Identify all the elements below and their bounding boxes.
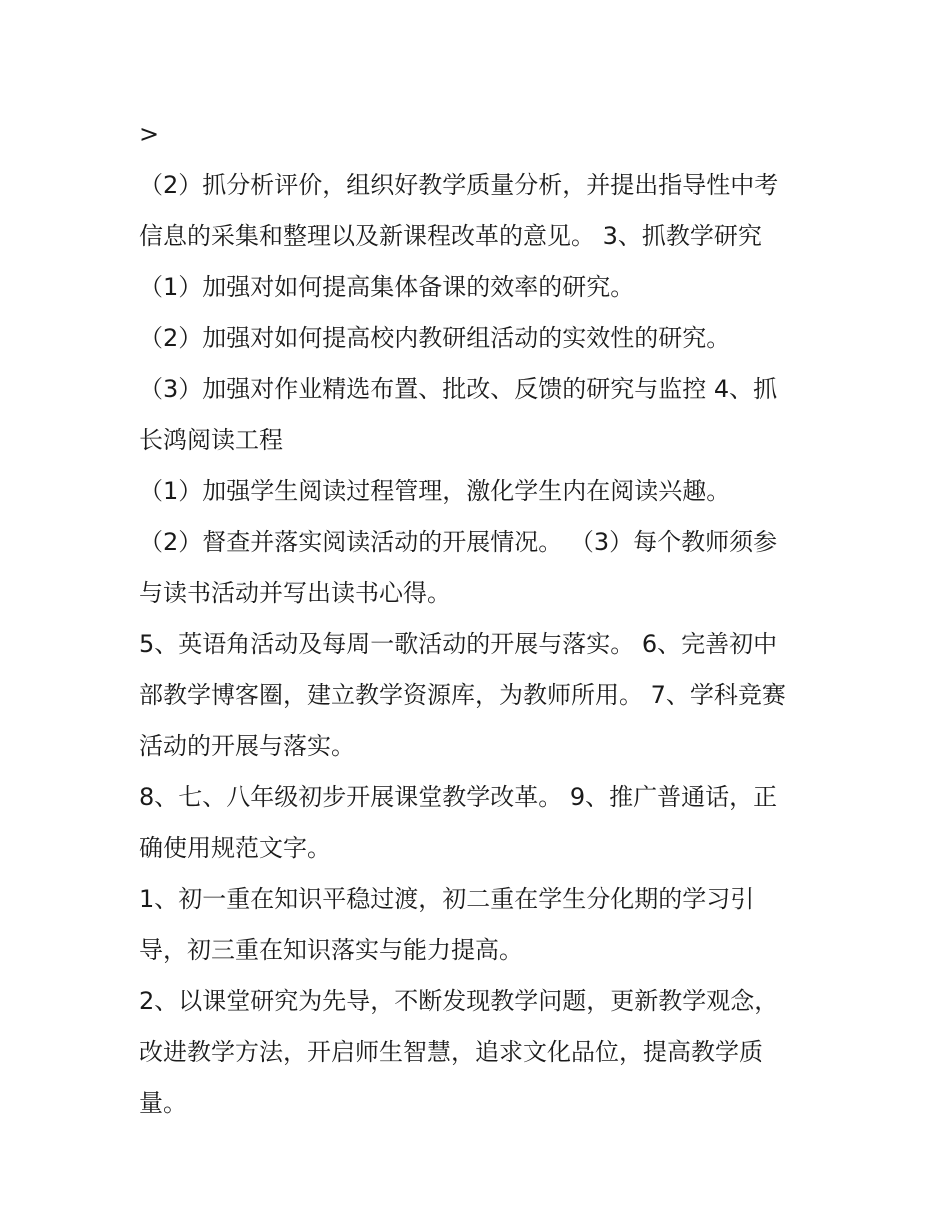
text-line: 信息的采集和整理以及新课程改革的意见。 3、抓教学研究 (139, 222, 762, 250)
text-line: （3）加强对作业精选布置、批改、反馈的研究与监控 4、抓 (139, 375, 778, 403)
text-line: 2、以课堂研究为先导，不断发现教学问题，更新教学观念， (139, 987, 779, 1015)
text-line: （1）加强学生阅读过程管理，激化学生内在阅读兴趣。 (139, 477, 731, 505)
text-line: 8、七、八年级初步开展课堂教学改革。 9、推广普通话，正 (139, 783, 778, 811)
text-line: 导，初三重在知识落实与能力提高。 (139, 936, 523, 964)
text-line: （1）加强对如何提高集体备课的效率的研究。 (139, 273, 635, 301)
text-line: 5、英语角活动及每周一歌活动的开展与落实。 6、完善初中 (139, 630, 778, 658)
text-line: 与读书活动并写出读书心得。 (139, 579, 451, 607)
document-body (139, 109, 819, 1129)
text-line: 部教学博客圈，建立教学资源库，为教师所用。 7、学科竞赛 (139, 681, 786, 709)
text-line: 改进教学方法，开启师生智慧，追求文化品位，提高教学质 (139, 1038, 763, 1066)
text-line: （2）加强对如何提高校内教研组活动的实效性的研究。 (139, 324, 731, 352)
text-line: 活动的开展与落实。 (139, 732, 355, 760)
text-line: > (139, 120, 160, 148)
text-line: （2）督查并落实阅读活动的开展情况。 （3）每个教师须参 (139, 528, 778, 556)
text-line: （2）抓分析评价，组织好教学质量分析，并提出指导性中考 (139, 171, 779, 199)
text-line: 长鸿阅读工程 (139, 426, 283, 454)
text-line: 1、初一重在知识平稳过渡，初二重在学生分化期的学习引 (139, 885, 755, 913)
text-line: 量。 (139, 1089, 187, 1117)
text-line: 确使用规范文字。 (139, 834, 331, 862)
